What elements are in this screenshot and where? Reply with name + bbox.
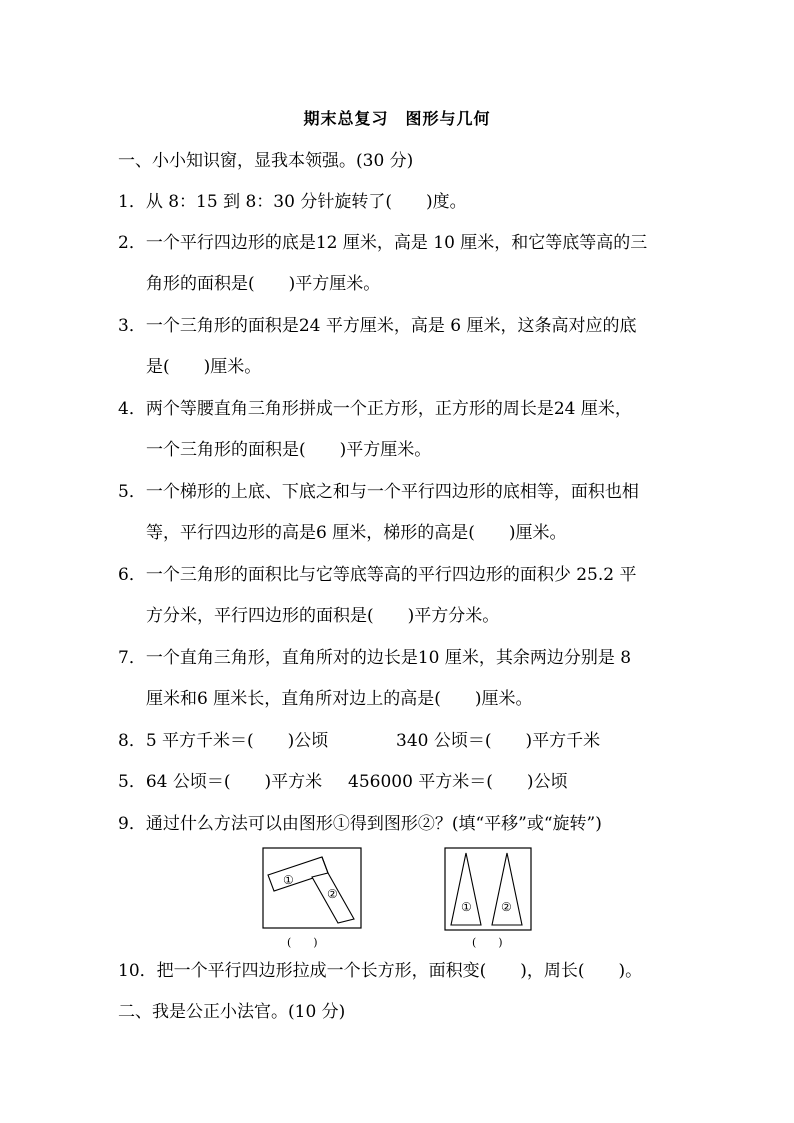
- question-10: 10．把一个平行四边形拉成一个长方形，面积变( )，周长( )。: [118, 961, 643, 981]
- figure-1-answer-blank: ( ): [287, 936, 318, 949]
- section-1-heading: 一、小小知识窗，显我本领强。(30 分): [118, 151, 414, 171]
- question-8-part-c: 5．64 公顷＝( )平方米: [118, 772, 323, 792]
- question-8-part-b: 340 公顷＝( )平方千米: [396, 731, 601, 751]
- figure-2-label-1: ①: [461, 900, 472, 914]
- question-3-line-2: 是( )厘米。: [146, 357, 262, 377]
- figure-2-label-2: ②: [501, 900, 512, 914]
- figure-1-rotation-diagram: [262, 847, 362, 929]
- figure-1-label-2: ②: [327, 887, 338, 901]
- figure-2-answer-blank: ( ): [472, 936, 503, 949]
- figure-1-label-1: ①: [283, 873, 294, 887]
- question-3-line-1: 3．一个三角形的面积是24 平方厘米，高是 6 厘米，这条高对应的底: [118, 316, 637, 336]
- question-5-line-1: 5．一个梯形的上底、下底之和与一个平行四边形的底相等，面积也相: [118, 482, 639, 502]
- question-1: 1．从 8：15 到 8：30 分针旋转了( )度。: [118, 192, 467, 212]
- question-2-line-2: 角形的面积是( )平方厘米。: [146, 274, 381, 294]
- question-2-line-1: 2．一个平行四边形的底是12 厘米，高是 10 厘米，和它等底等高的三: [118, 233, 648, 253]
- question-7-line-1: 7．一个直角三角形，直角所对的边长是10 厘米，其余两边分别是 8: [118, 648, 632, 668]
- page-title: 期末总复习 图形与几何: [303, 109, 491, 128]
- question-4-line-2: 一个三角形的面积是( )平方厘米。: [146, 440, 432, 460]
- question-8-part-a: 8．5 平方千米＝( )公顷: [118, 731, 329, 751]
- question-9: 9．通过什么方法可以由图形①得到图形②？(填“平移”或“旋转”): [118, 814, 602, 834]
- question-4-line-1: 4．两个等腰直角三角形拼成一个正方形，正方形的周长是24 厘米，: [118, 399, 632, 419]
- question-6-line-2: 方分米，平行四边形的面积是( )平方分米。: [146, 606, 500, 626]
- figure-2-translation-diagram: [444, 847, 532, 931]
- section-2-heading: 二、我是公正小法官。(10 分): [118, 1002, 346, 1022]
- question-7-line-2: 厘米和6 厘米长，直角所对边上的高是( )厘米。: [146, 689, 533, 709]
- question-8-part-d: 456000 平方米＝( )公顷: [348, 772, 568, 792]
- question-6-line-1: 6．一个三角形的面积比与它等底等高的平行四边形的面积少 25.2 平: [118, 565, 637, 585]
- question-5-line-2: 等，平行四边形的高是6 厘米，梯形的高是( )厘米。: [146, 523, 567, 543]
